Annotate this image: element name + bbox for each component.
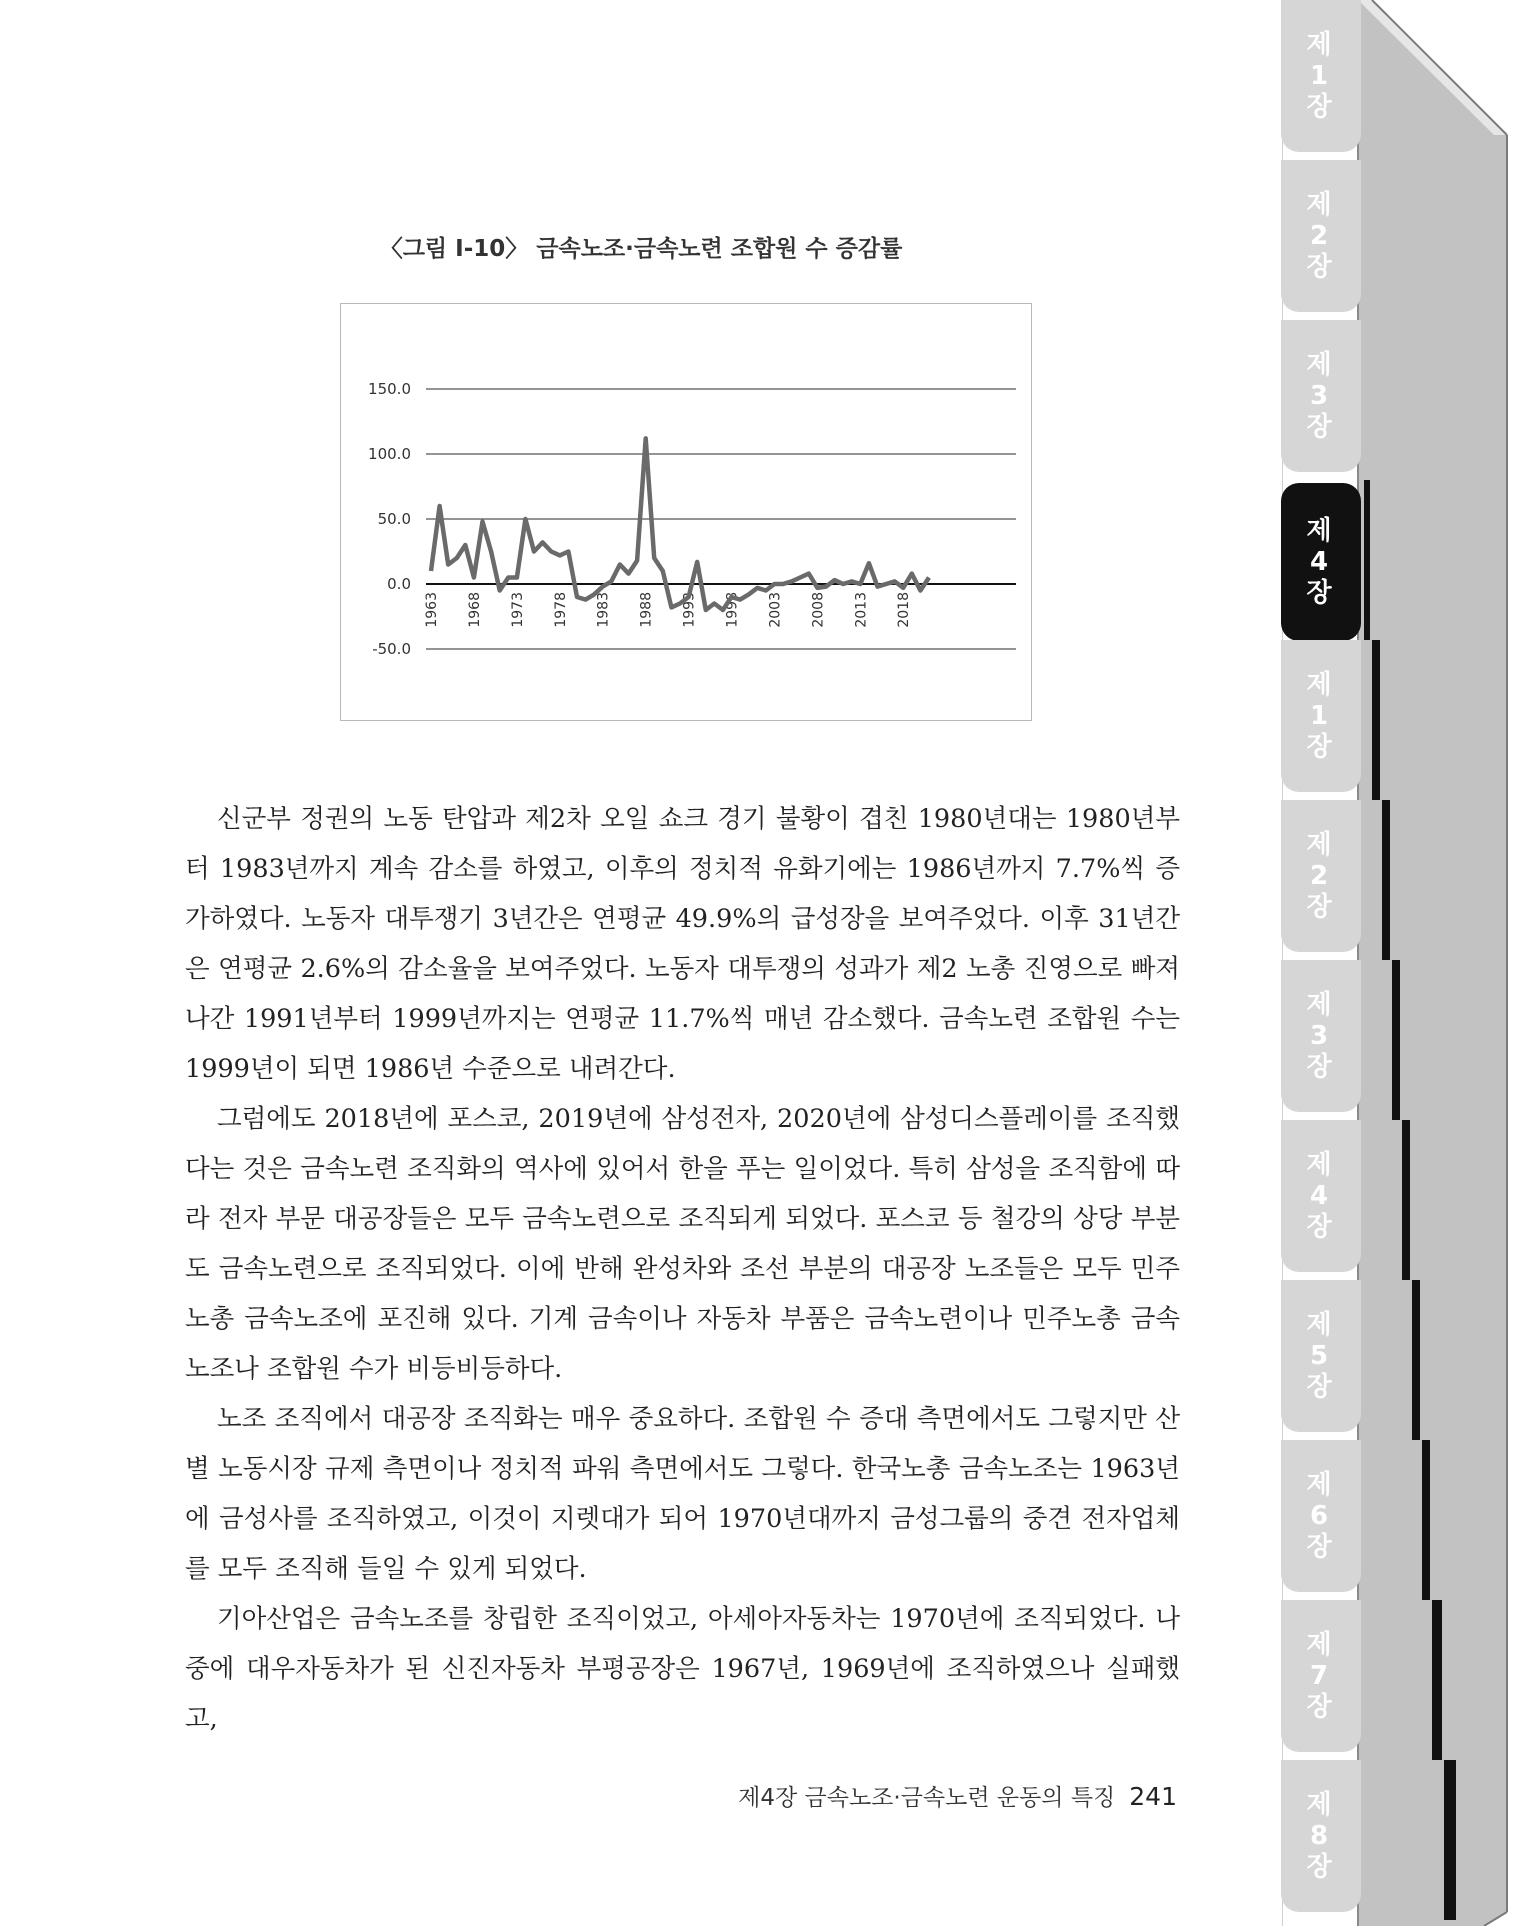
- chapter-tab[interactable]: [1281, 160, 1361, 312]
- x-tick-label: 2013: [853, 592, 870, 628]
- chapter-tab-label: 장: [1306, 1051, 1332, 1082]
- chapter-tab[interactable]: [1281, 1600, 1361, 1752]
- y-tick-label: 100.0: [368, 445, 411, 463]
- x-tick-label: 1963: [424, 592, 440, 628]
- chapter-tab-label: 장: [1306, 411, 1332, 442]
- chapter-tab-label: 7: [1309, 1660, 1329, 1691]
- chapter-tab[interactable]: [1281, 800, 1361, 952]
- chart-canvas: [341, 304, 1031, 720]
- paragraph: 신군부 정권의 노동 탄압과 제2차 오일 쇼크 경기 불황이 겹친 1980년대는 1980년부터 1983년까지 계속 감소를 하였고, 이후의 정치적 유화기에는 1986년까지 7.7%씩 증가하였다. 노동자 대투쟁기 3년간은 연평균 49.9%의 급성장을 보여주었다. 이후 31년간은 연평균 2.6%의 감소율을 보여주었다. 노동자 대투쟁의 성과가 제2 노총 진영으로 빠져나간 1991년부터 1999년까지는 연평균 11.7%씩 매년 감소했다. 금속노련 조합원 수는 1999년이 되면 1986년 수준으로 내려간다.: [185, 804, 1180, 1084]
- chapter-tab-label: 제: [1306, 189, 1332, 220]
- chapter-tab-label: 1: [1309, 60, 1329, 91]
- chapter-tab-label: 장: [1306, 731, 1332, 762]
- paragraph: 그럼에도 2018년에 포스코, 2019년에 삼성전자, 2020년에 삼성디스플레이를 조직했다는 것은 금속노련 조직화의 역사에 있어서 한을 푸는 일이었다. 특히 삼성을 조직함에 따라 전자 부문 대공장들은 모두 금속노련으로 조직되게 되었다. 포스코 등 철강의 상당 부분도 금속노련으로 조직되었다. 이에 반해 완성차와 조선 부분의 대공장 노조들은 모두 민주노총 금속노조에 포진해 있다. 기계 금속이나 자동차 부품은 금속노련이나 민주노총 금속노조나 조합원 수가 비등비등하다.: [185, 1104, 1180, 1384]
- y-tick-label: 50.0: [377, 510, 411, 528]
- y-tick-label: 150.0: [368, 380, 411, 398]
- chapter-tab-label: 제: [1306, 1309, 1332, 1340]
- chapter-tab[interactable]: [1281, 1280, 1361, 1432]
- x-tick-label: 1973: [509, 592, 526, 628]
- chapter-tab[interactable]: [1281, 960, 1361, 1112]
- chapter-tab-label: 제: [1306, 1629, 1332, 1660]
- chapter-tab-label: 4: [1309, 1180, 1329, 1211]
- x-tick-label: 1978: [552, 592, 569, 628]
- chapter-tab[interactable]: [1281, 1120, 1361, 1272]
- chapter-tab-label: 4: [1309, 546, 1329, 577]
- chapter-tab-label: 제: [1306, 349, 1332, 380]
- chapter-tab[interactable]: [1281, 1760, 1361, 1912]
- chapter-tab-label: 제: [1306, 989, 1332, 1020]
- page-number: 241: [1129, 1782, 1177, 1811]
- page-footer: [0, 1779, 1177, 1812]
- chapter-tab-label: 장: [1306, 1531, 1332, 1562]
- y-tick-label: 0.0: [387, 575, 411, 593]
- chapter-tab-label: 제: [1306, 1789, 1332, 1820]
- chapter-tab-label: 장: [1306, 91, 1332, 122]
- chapter-tab-label: 장: [1306, 577, 1332, 608]
- x-tick-label: 1968: [466, 592, 483, 628]
- x-tick-label: 1998: [724, 592, 741, 628]
- x-tick-label: 1988: [638, 592, 655, 628]
- chapter-tab-label: 장: [1306, 1211, 1332, 1242]
- chapter-tab-label: 제: [1306, 1469, 1332, 1500]
- chapter-tab[interactable]: [1281, 640, 1361, 792]
- chapter-tab[interactable]: [1281, 0, 1361, 152]
- chapter-tab-label: 제: [1306, 29, 1332, 60]
- chapter-tab-label: 6: [1309, 1500, 1329, 1531]
- paragraph: 노조 조직에서 대공장 조직화는 매우 중요하다. 조합원 수 증대 측면에서도 그렇지만 산별 노동시장 규제 측면이나 정치적 파워 측면에서도 그렇다. 한국노총 금속노조는 1963년에 금성사를 조직하였고, 이것이 지렛대가 되어 1970년대까지 금성그룹의 중견 전자업체를 모두 조직해 들일 수 있게 되었다.: [185, 1404, 1180, 1584]
- chapter-tab-label: 5: [1309, 1340, 1329, 1371]
- chapter-tab-label: 장: [1306, 1691, 1332, 1722]
- figure-caption: 〈그림 Ⅰ-10〉 금속노조·금속노련 조합원 수 증감률: [379, 236, 903, 262]
- line-chart: [340, 303, 1032, 721]
- chapter-tab[interactable]: [1281, 483, 1361, 641]
- x-tick-label: 1993: [681, 592, 698, 628]
- chapter-tab[interactable]: [1281, 320, 1361, 472]
- body-text: [185, 794, 1180, 1744]
- paragraph: 기아산업은 금속노조를 창립한 조직이었고, 아세아자동차는 1970년에 조직되었다. 나중에 대우자동차가 된 신진자동차 부평공장은 1967년, 1969년에 조직하였으나 실패했고,: [185, 1604, 1180, 1734]
- chapter-tab-label: 제: [1306, 669, 1332, 700]
- chapter-tab-label: 장: [1306, 251, 1332, 282]
- chapter-tab-label: 2: [1309, 860, 1329, 891]
- chapter-tab[interactable]: [1281, 1440, 1361, 1592]
- chapter-tab-label: 3: [1309, 380, 1329, 411]
- chapter-tab-label: 제: [1306, 515, 1332, 546]
- y-tick-label: -50.0: [372, 640, 411, 658]
- running-title: 제4장 금속노조·금속노련 운동의 특징: [738, 1785, 1116, 1811]
- x-tick-label: 2018: [896, 592, 913, 628]
- chapter-tab-label: 2: [1309, 220, 1329, 251]
- x-tick-label: 2008: [810, 592, 827, 628]
- chapter-tab-label: 장: [1306, 1371, 1332, 1402]
- chapter-tab-label: 3: [1309, 1020, 1329, 1051]
- chapter-tab-label: 8: [1309, 1820, 1329, 1851]
- chapter-tab-label: 제: [1306, 1149, 1332, 1180]
- chapter-tab-label: 장: [1306, 1851, 1332, 1882]
- x-tick-label: 2003: [767, 592, 784, 628]
- chapter-tab-label: 1: [1309, 700, 1329, 731]
- x-tick-label: 1983: [595, 592, 612, 628]
- chapter-tab-label: 장: [1306, 891, 1332, 922]
- chapter-tab-label: 제: [1306, 829, 1332, 860]
